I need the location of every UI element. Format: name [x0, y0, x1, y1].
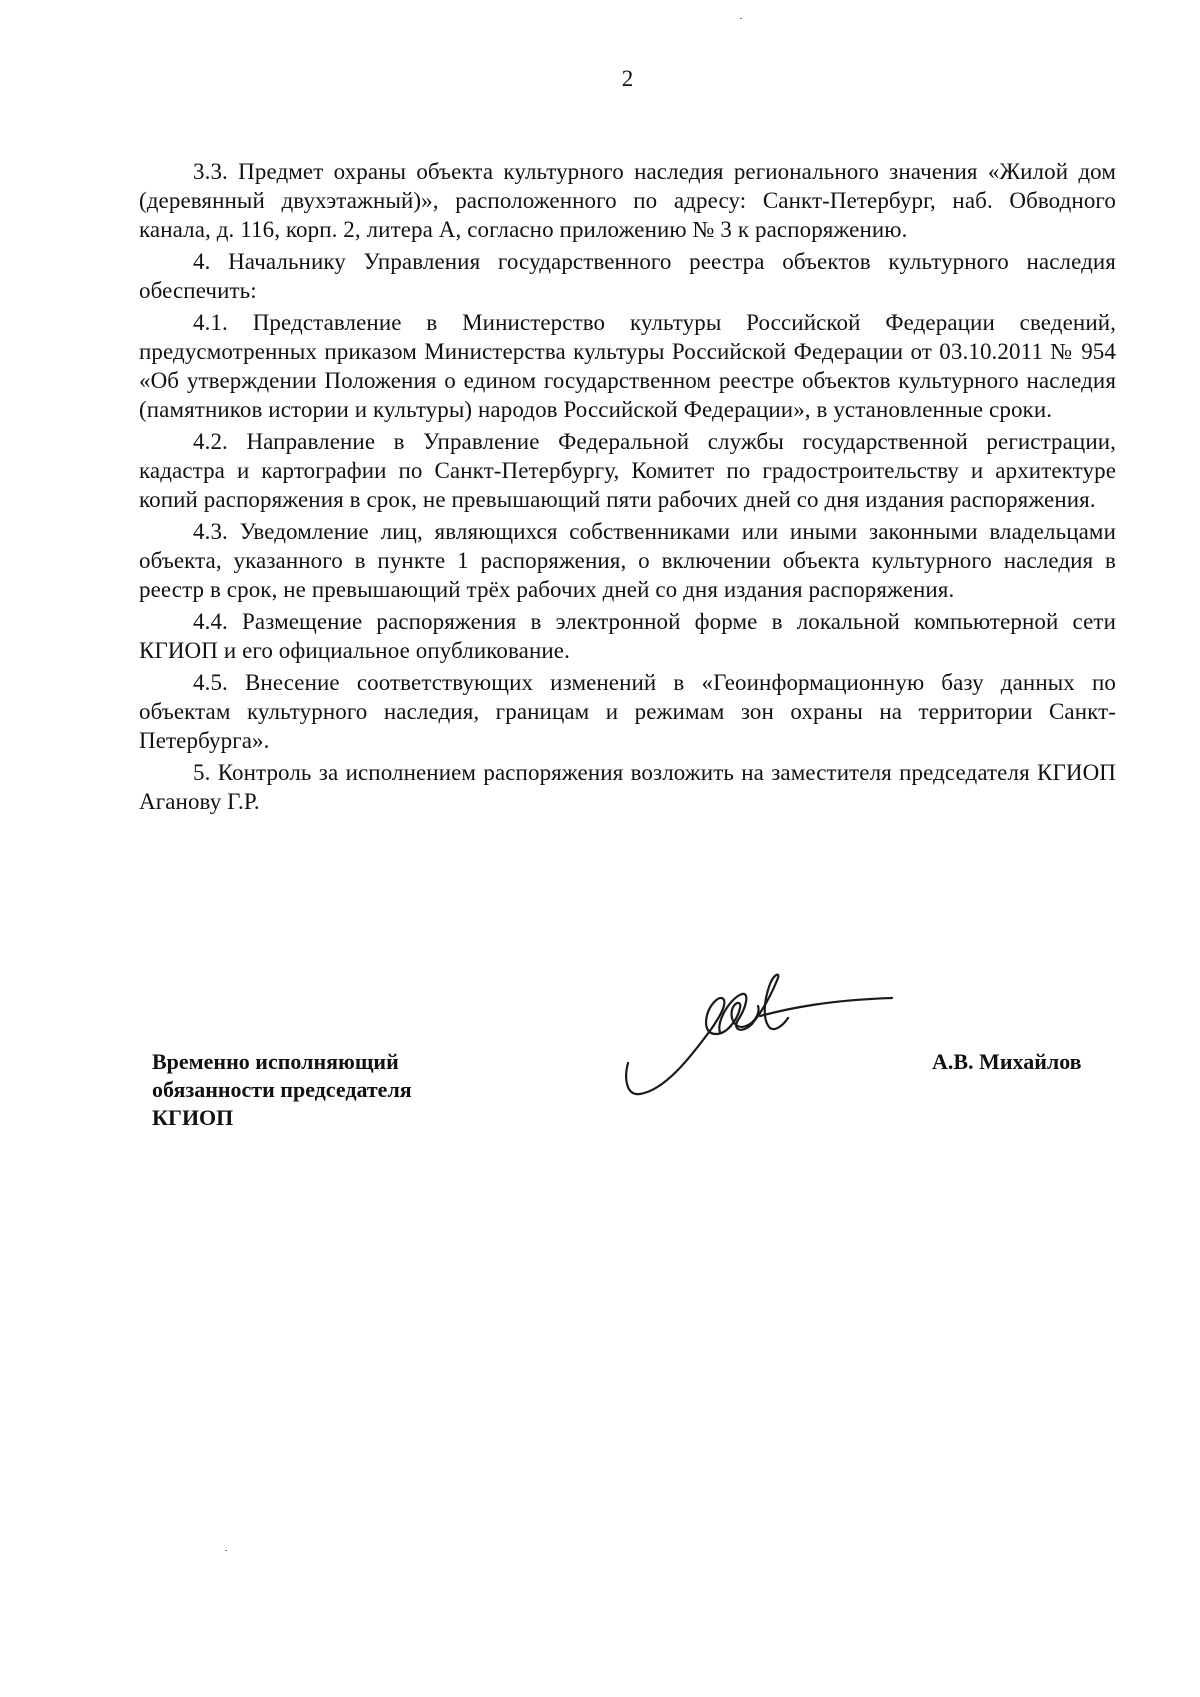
paragraph-3-3: 3.3. Предмет охраны объекта культурного наследия регионального значения «Жилой дом (деревянный двухэтажный)», расположенного по адресу: Санкт-Петербург, наб. Обводного канала, д. 116, корп. 2, литера А, согласно приложению № 3 к распоряжению.	[139, 159, 1116, 242]
position-line-3: КГИОП	[152, 1105, 234, 1130]
paragraph-4-4: 4.4. Размещение распоряжения в электронной форме в локальной компьютерной сети КГИОП и его официальное опубликование.	[139, 609, 1116, 663]
document-body	[139, 157, 1116, 819]
paragraph-4-1: 4.1. Представление в Министерство культуры Российской Федерации сведений, предусмотренных приказом Министерства культуры Российской Федерации от 03.10.2011 № 954 «Об утверждении Положения о едином государственном реестре объектов культурного наследия (памятников истории и культуры) народов Российской Федерации», в установленные сроки.	[139, 310, 1116, 422]
paragraph-5: 5. Контроль за исполнением распоряжения возложить на заместителя председателя КГИОП Аганову Г.Р.	[139, 760, 1116, 814]
handwritten-signature	[620, 968, 900, 1103]
paragraph-4-2: 4.2. Направление в Управление Федеральной службы государственной регистрации, кадастра и картографии по Санкт-Петербургу, Комитет по градостроительству и архитектуре копий распоряжения в срок, не превышающий пяти рабочих дней со дня издания распоряжения.	[139, 429, 1116, 512]
position-line-1: Временно исполняющий	[152, 1049, 399, 1074]
scan-speck	[225, 1550, 227, 1551]
paragraph-4-5: 4.5. Внесение соответствующих изменений в «Геоинформационную базу данных по объектам культурного наследия, границам и режимам зон охраны на территории Санкт-Петербурга».	[139, 670, 1116, 753]
paragraph-4-3: 4.3. Уведомление лиц, являющихся собственниками или иными законными владельцами объекта, указанного в пункте 1 распоряжения, о включении объекта культурного наследия в реестр в срок, не превышающий трёх рабочих дней со дня издания распоряжения.	[139, 519, 1116, 602]
signer-name: А.В. Михайлов	[932, 1049, 1082, 1074]
page-number: 2	[621, 66, 634, 91]
scan-speck	[740, 18, 742, 19]
signatory-position	[152, 1048, 412, 1132]
paragraph-4: 4. Начальнику Управления государственного реестра объектов культурного наследия обеспечить:	[139, 249, 1116, 303]
position-line-2: обязанности председателя	[152, 1077, 412, 1102]
